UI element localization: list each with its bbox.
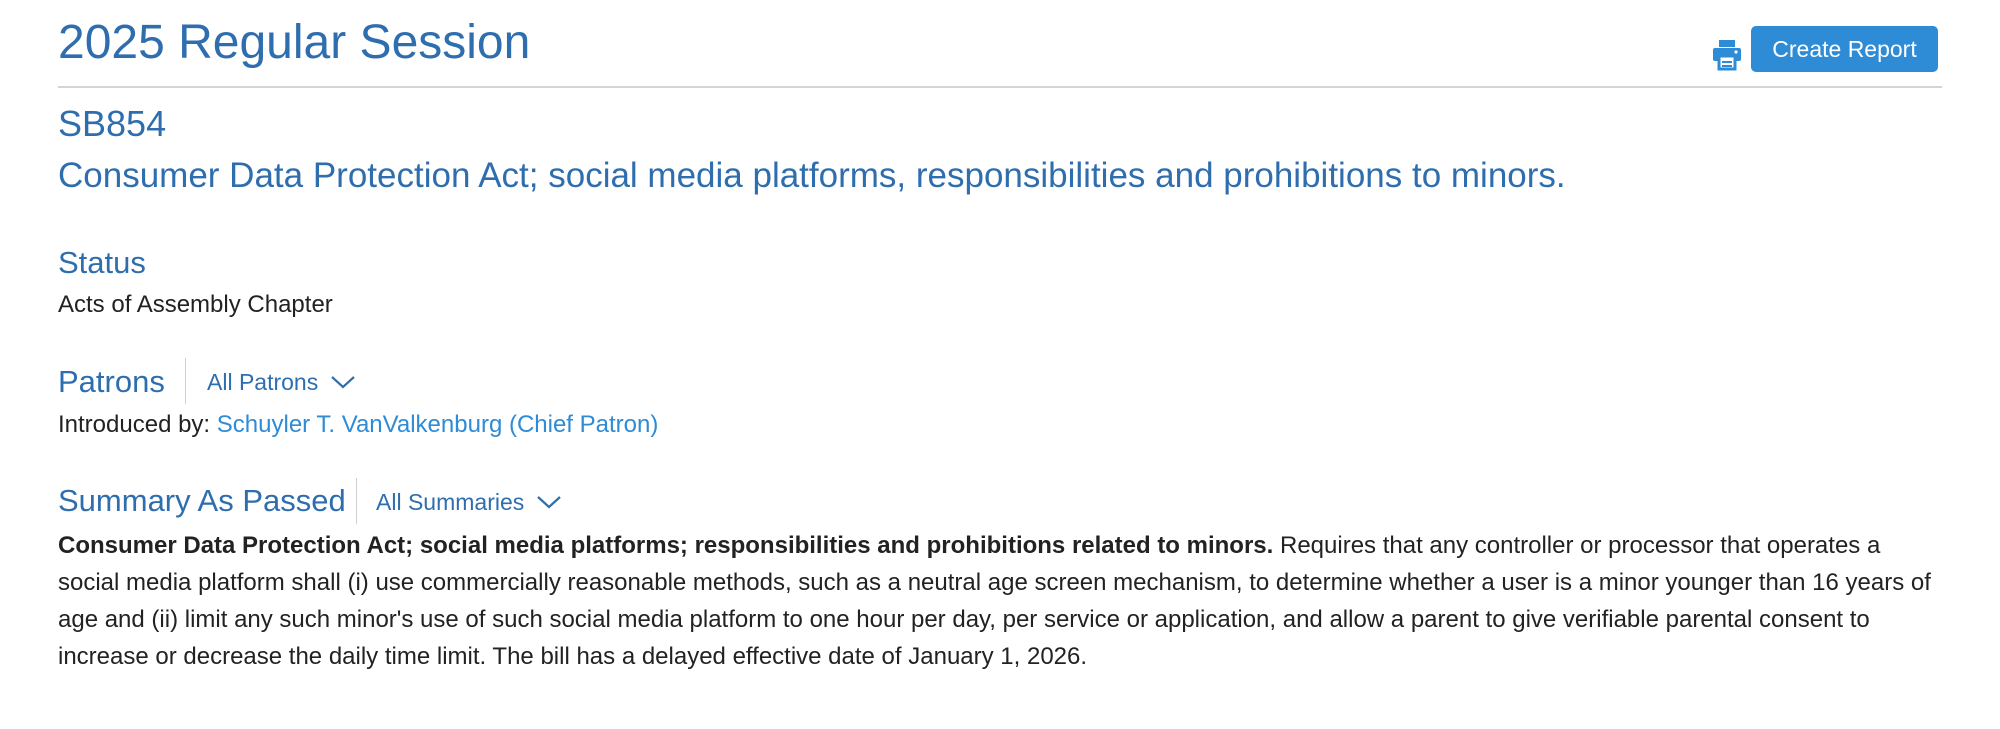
summary-lead: Consumer Data Protection Act; social media platforms; responsibilities and prohibitions related to minors. — [58, 532, 1274, 559]
all-patrons-dropdown[interactable] — [207, 366, 356, 398]
chevron-down-icon — [330, 374, 356, 390]
summary-body: Requires that any controller or processor that operates a social media platform shall (i) use commercially reasonable methods, such as a neutral age screen mechanism, to determine whether a user is a minor younger than 16 years of age and (ii) limit any such minor's use of such social media platform to one hour per day, per service or application, and allow a parent to give verifiable parental consent to increase or decrease the daily time limit. The bill has a delayed effective date of January 1, 2026. — [58, 532, 1931, 670]
summary-divider — [356, 478, 357, 524]
summary-text — [58, 527, 1942, 675]
patrons-divider — [185, 358, 186, 404]
chief-patron-link[interactable]: Schuyler T. VanValkenburg (Chief Patron) — [216, 411, 659, 438]
status-value: Acts of Assembly Chapter — [58, 291, 333, 318]
printer-icon[interactable] — [1710, 37, 1744, 71]
introduced-by-label: Introduced by: — [58, 411, 211, 438]
bill-title: Consumer Data Protection Act; social media platforms, responsibilities and prohibitions to minors. — [58, 156, 1566, 195]
session-header — [58, 0, 1942, 88]
session-title: 2025 Regular Session — [58, 16, 531, 69]
all-patrons-label: All Patrons — [207, 369, 319, 395]
chevron-down-icon — [536, 494, 562, 510]
patrons-heading: Patrons — [58, 364, 165, 399]
bill-detail-page — [58, 0, 1942, 670]
all-summaries-dropdown[interactable] — [376, 486, 562, 518]
all-summaries-label: All Summaries — [376, 489, 525, 515]
status-heading: Status — [58, 245, 146, 280]
bill-number: SB854 — [58, 103, 167, 144]
summary-heading: Summary As Passed — [58, 483, 346, 518]
create-report-button[interactable]: Create Report — [1751, 26, 1938, 72]
introduced-by — [58, 409, 658, 441]
